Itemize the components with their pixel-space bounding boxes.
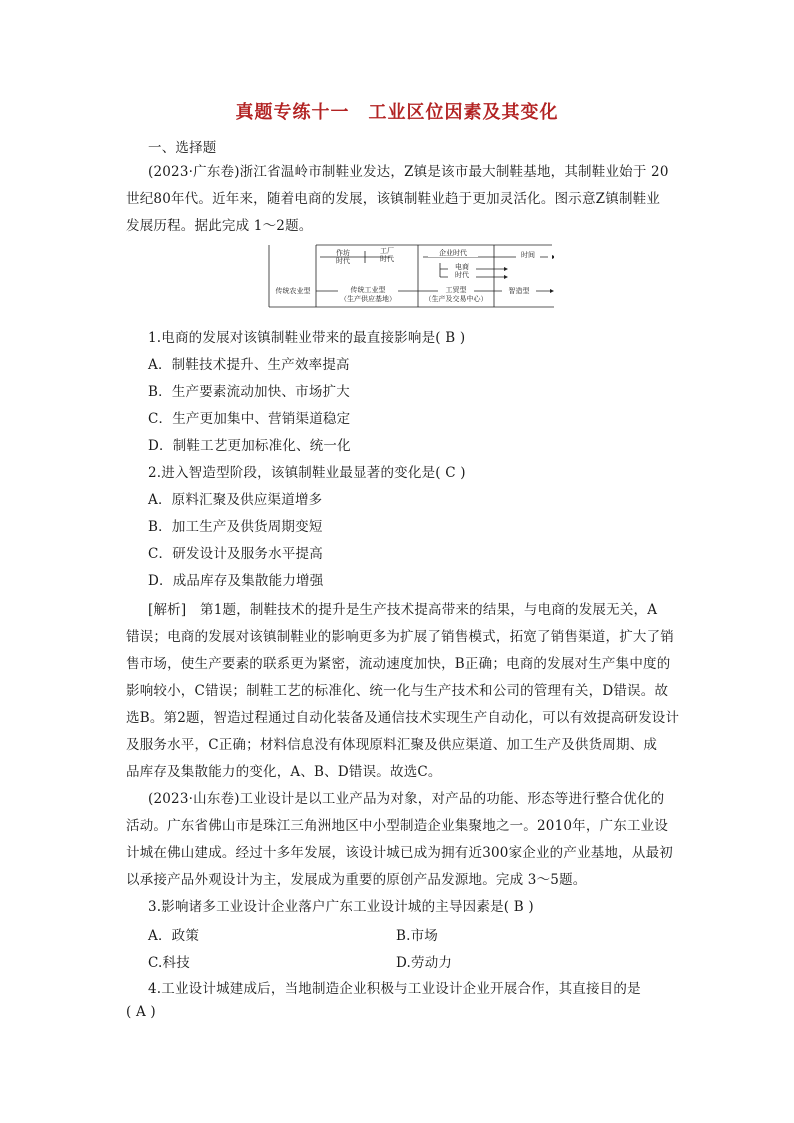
question-1-stem: 1.电商的发展对该镇制鞋业带来的最直接影响是( B ) — [148, 330, 466, 346]
passage2-line: 活动。广东省佛山市是珠江三角洲地区中小型制造企业集聚地之一。2010年，广东工业设 — [126, 818, 669, 834]
question-3-stem: 3.影响诸多工业设计企业落户广东工业设计城的主导因素是( B ) — [148, 899, 534, 915]
passage2-line: 以承接产品外观设计为主，发展成为重要的原创产品发源地。完成 3～5题。 — [126, 872, 587, 888]
label-traditional-industry: 传统工业型 — [338, 286, 398, 294]
passage1-line: 发展历程。据此完成 1～2题。 — [126, 218, 313, 234]
question-1-option: B．生产要素流动加快、市场扩大 — [148, 384, 350, 400]
question-2-stem: 2.进入智造型阶段，该镇制鞋业最显著的变化是( C ) — [148, 465, 466, 481]
diagram-lines — [268, 243, 554, 309]
passage1-line: 世纪80年代。近年来，随着电商的发展，该镇制鞋业趋于更加灵活化。图示意Z镇制鞋业 — [126, 191, 661, 207]
label-smart-manufacturing: 智造型 — [502, 287, 536, 295]
label-traditional-industry-sub: （生产供应基地） — [340, 295, 396, 303]
question-3-option: A．政策 — [148, 928, 200, 944]
section-heading: 一、选择题 — [148, 140, 217, 156]
label-industry-trade-sub: （生产及交易中心） — [424, 295, 488, 303]
label-ecommerce-era: 电商 时代 — [448, 263, 476, 279]
question-3-option: C.科技 — [148, 955, 190, 971]
question-4-stem-cont: ( A ) — [126, 1004, 156, 1020]
question-2-option: D．成品库存及集散能力增强 — [148, 573, 324, 589]
question-1-option: A．制鞋技术提升、生产效率提高 — [148, 357, 350, 373]
question-2-option: B．加工生产及供货周期变短 — [148, 519, 323, 535]
analysis-line: 错误；电商的发展对该镇制鞋业的影响更多为扩展了销售模式，拓宽了销售渠道，扩大了销 — [126, 629, 674, 645]
analysis-line: 选B。第2题，智造过程通过自动化装备及通信技术实现生产自动化，可以有效提高研发设计 — [126, 710, 680, 726]
analysis-line: 影响较小，C错误；制鞋工艺的标准化、统一化与生产技术和公司的管理有关，D错误。故 — [126, 683, 669, 699]
passage1-line: (2023·广东卷)浙江省温岭市制鞋业发达，Z镇是该市最大制鞋基地，其制鞋业始于 20 — [148, 164, 669, 180]
analysis-line: [解析] 第1题，制鞋技术的提升是生产技术提高带来的结果，与电商的发展无关，A — [148, 602, 658, 618]
question-4-stem: 4.工业设计城建成后，当地制造企业积极与工业设计企业开展合作，其直接目的是 — [148, 981, 641, 997]
question-1-option: C．生产更加集中、营销渠道稳定 — [148, 411, 351, 427]
passage2-line: (2023·山东卷)工业设计是以工业产品为对象，对产品的功能、形态等进行整合优化的 — [148, 791, 665, 807]
question-3-option: D.劳动力 — [396, 955, 453, 971]
label-factory-era: 工厂 时代 — [380, 247, 394, 263]
development-diagram — [268, 243, 554, 309]
question-1-option: D．制鞋工艺更加标准化、统一化 — [148, 438, 351, 454]
label-industry-trade: 工贸型 — [438, 286, 474, 294]
label-time-axis: 时间 — [516, 251, 540, 259]
label-enterprise-era: 企业时代 — [428, 249, 478, 257]
analysis-line: 品库存及集散能力的变化，A、B、D错误。故选C。 — [126, 764, 442, 780]
label-workshop-era: 作坊 时代 — [336, 249, 350, 265]
page-title: 真题专练十一 工业区位因素及其变化 — [235, 102, 559, 123]
question-2-option: C．研发设计及服务水平提高 — [148, 546, 323, 562]
label-traditional-agri: 传统农业型 — [275, 287, 311, 295]
passage2-line: 计城在佛山建成。经过十多年发展，该设计城已成为拥有近300家企业的产业基地，从最初 — [126, 845, 673, 861]
analysis-line: 及服务水平，C正确；材料信息没有体现原料汇聚及供应渠道、加工生产及供货周期、成 — [126, 737, 658, 753]
question-2-option: A．原料汇聚及供应渠道增多 — [148, 492, 323, 508]
question-3-option: B.市场 — [396, 928, 439, 944]
analysis-line: 售市场，使生产要素的联系更为紧密，流动速度加快，B正确；电商的发展对生产集中度的 — [126, 656, 671, 672]
